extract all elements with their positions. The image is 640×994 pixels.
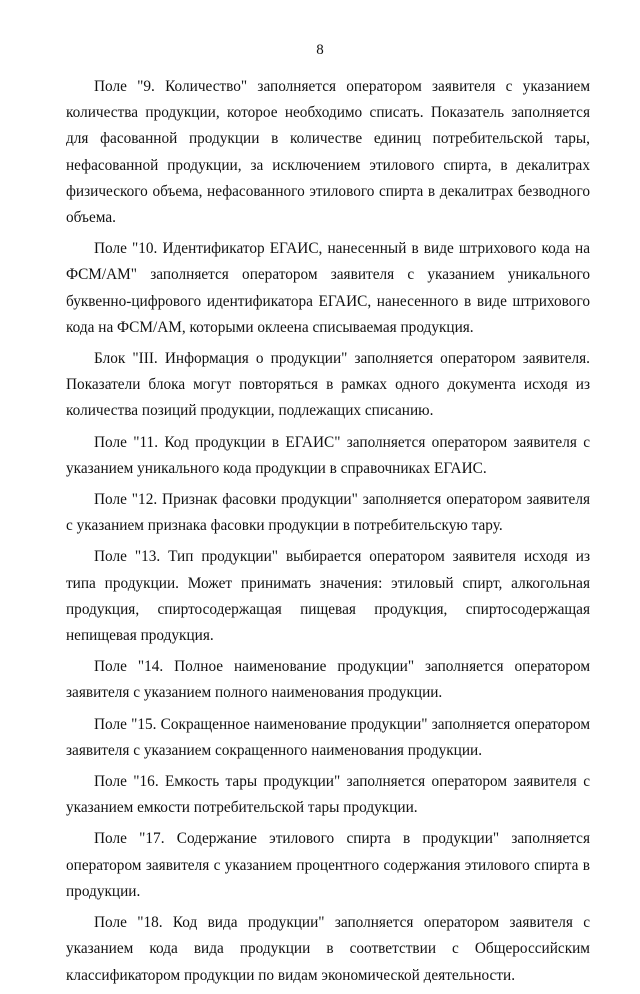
page-number: 8 [316, 42, 324, 58]
paragraph-field-9-quantity: Поле "9. Количество" заполняется оператором заявителя с указанием количества продукции, которое необходимо списать. Показатель заполняется для фасованной продукции в количестве единиц потребительской тары, нефасованной продукции, за исключением этилового спирта, в декалитрах физического объема, нефасованного этилового спирта в декалитрах безводного объема. [66, 78, 590, 227]
paragraph-field-12-packaging-flag: Поле "12. Признак фасовки продукции" заполняется оператором заявителя с указанием признака фасовки продукции в потребительскую тару. [66, 491, 590, 535]
paragraph-field-14-full-name: Поле "14. Полное наименование продукции" заполняется оператором заявителя с указанием полного наименования продукции. [66, 658, 590, 702]
paragraph-block-3-product-info: Блок "III. Информация о продукции" заполняется оператором заявителя. Показатели блока могут повторяться в рамках одного документа исходя из количества позиций продукции, подлежащих списанию. [66, 350, 590, 420]
paragraph-field-18-product-kind-code: Поле "18. Код вида продукции" заполняется оператором заявителя с указанием кода вида продукции в соответствии с Общероссийским классификатором продукции по видам экономической деятельности. [66, 914, 590, 984]
paragraph-field-10-egais-identifier: Поле "10. Идентификатор ЕГАИС, нанесенный в виде штрихового кода на ФСМ/АМ" заполняется оператором заявителя с указанием уникального буквенно-цифрового идентификатора ЕГАИС, нанесенного в виде штрихового кода на ФСМ/АМ, которыми оклеена списываемая продукция. [66, 240, 590, 336]
paragraph-field-13-product-type: Поле "13. Тип продукции" выбирается оператором заявителя исходя из типа продукции. Может принимать значения: этиловый спирт, алкогольная продукция, спиртосодержащая пищевая продукция, спиртосодержащая непищевая продукция. [66, 548, 590, 645]
body-text [66, 74, 590, 994]
paragraph-field-15-short-name: Поле "15. Сокращенное наименование продукции" заполняется оператором заявителя с указанием сокращенного наименования продукции. [66, 715, 590, 759]
paragraph-field-16-container-capacity: Поле "16. Емкость тары продукции" заполняется оператором заявителя с указанием емкости потребительской тары продукции. [66, 773, 590, 817]
paragraph-field-11-product-code: Поле "11. Код продукции в ЕГАИС" заполняется оператором заявителя с указанием уникального кода продукции в справочниках ЕГАИС. [66, 433, 590, 477]
paragraph-field-17-alcohol-content: Поле "17. Содержание этилового спирта в продукции" заполняется оператором заявителя с указанием процентного содержания этилового спирта в продукции. [66, 830, 590, 900]
